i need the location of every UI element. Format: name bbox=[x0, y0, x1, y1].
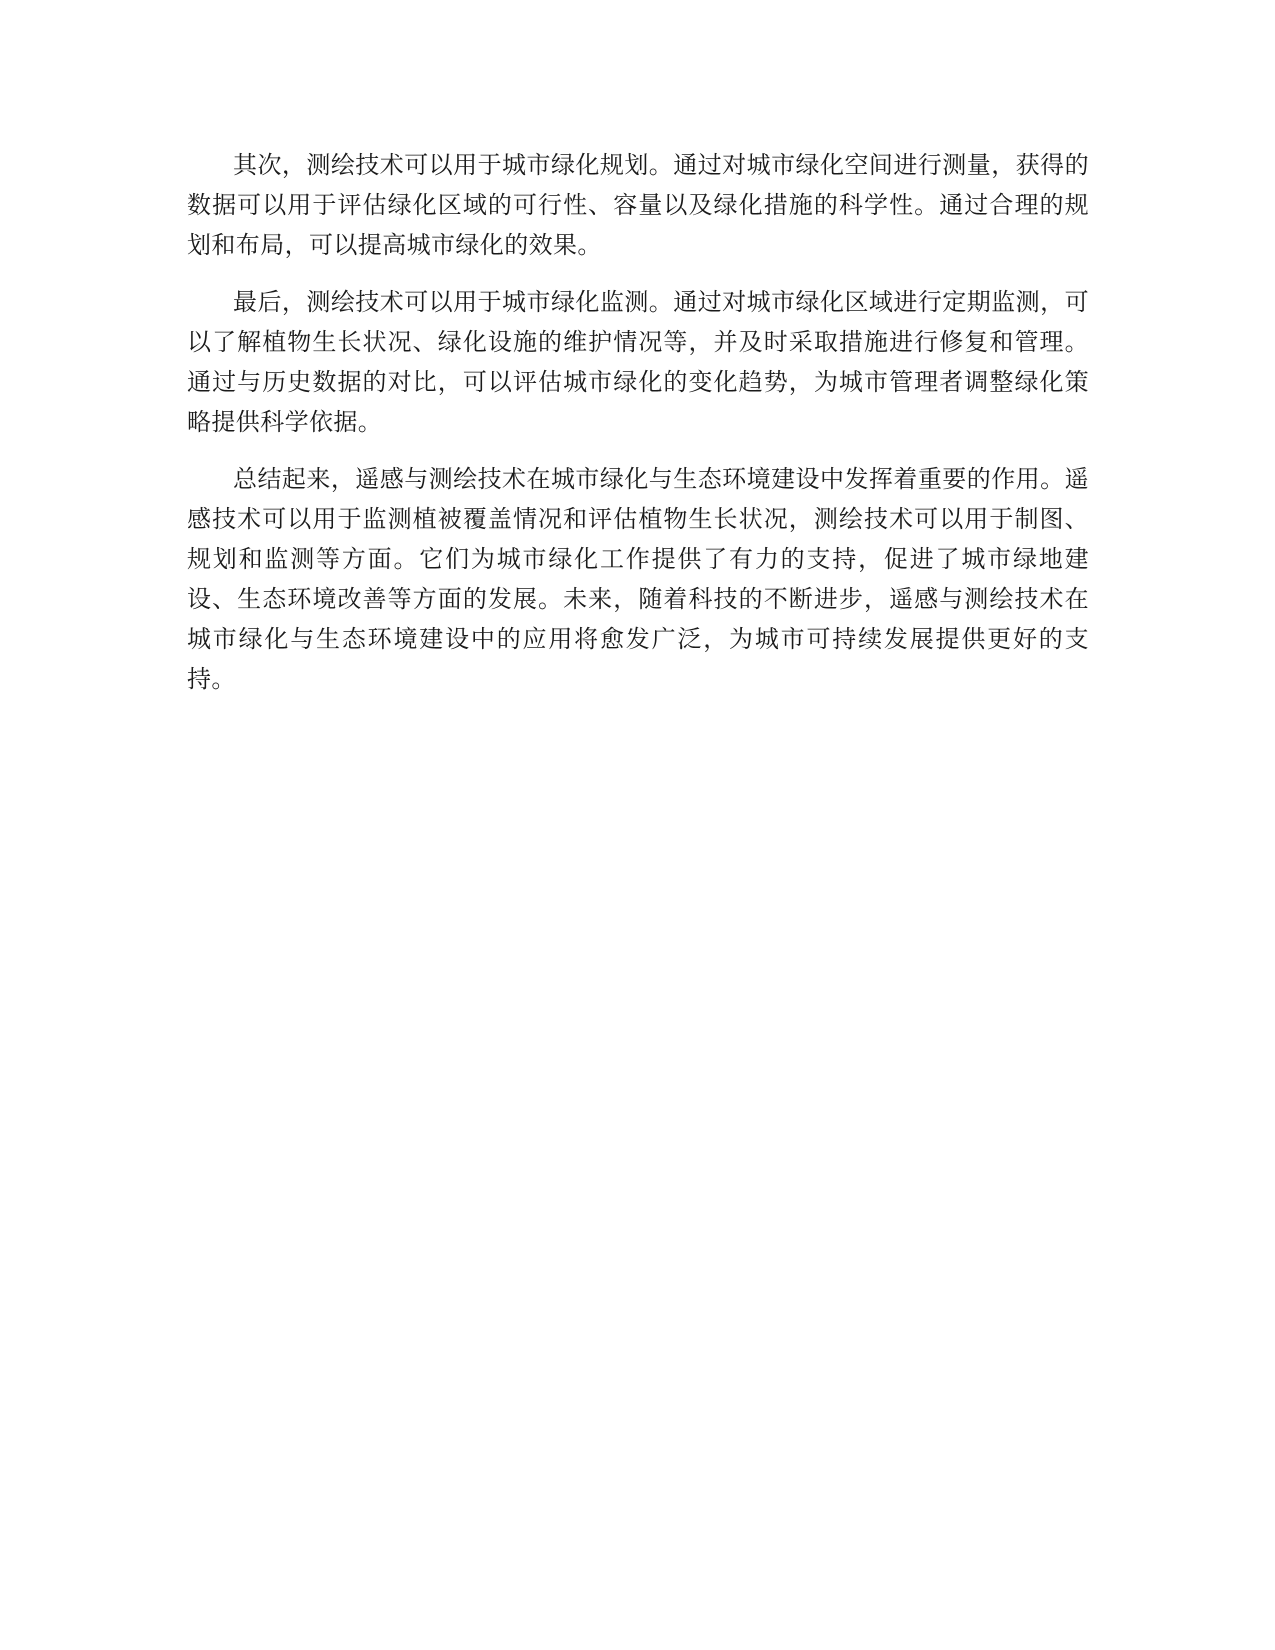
paragraph-mapping-planning: 其次，测绘技术可以用于城市绿化规划。通过对城市绿化空间进行测量，获得的数据可以用于评估绿化区域的可行性、容量以及绿化措施的科学性。通过合理的规划和布局，可以提高城市绿化的效果。 bbox=[187, 151, 1089, 259]
paragraph-mapping-monitoring: 最后，测绘技术可以用于城市绿化监测。通过对城市绿化区域进行定期监测，可以了解植物生长状况、绿化设施的维护情况等，并及时采取措施进行修复和管理。通过与历史数据的对比，可以评估城市绿化的变化趋势，为城市管理者调整绿化策略提供科学依据。 bbox=[187, 288, 1089, 436]
document-body bbox=[187, 145, 1089, 716]
paragraph-summary: 总结起来，遥感与测绘技术在城市绿化与生态环境建设中发挥着重要的作用。遥感技术可以用于监测植被覆盖情况和评估植物生长状况，测绘技术可以用于制图、规划和监测等方面。它们为城市绿化工作提供了有力的支持，促进了城市绿地建设、生态环境改善等方面的发展。未来，随着科技的不断进步，遥感与测绘技术在城市绿化与生态环境建设中的应用将愈发广泛，为城市可持续发展提供更好的支持。 bbox=[187, 465, 1089, 693]
